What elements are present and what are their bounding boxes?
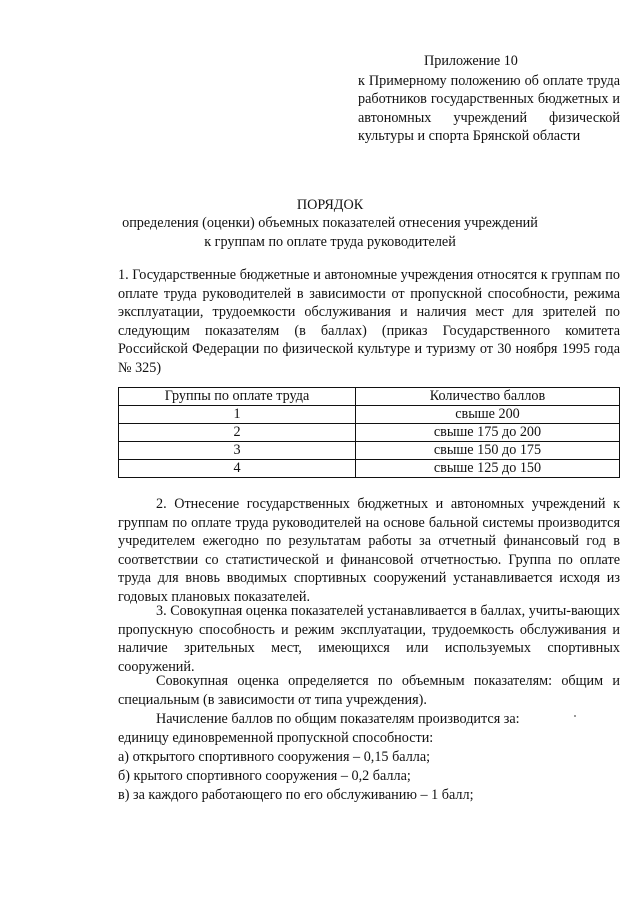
section-4-paragraph: Совокупная оценка определяется по объемным показателям: общим и специальным (в зависимости от типа учреждения).	[118, 673, 620, 708]
document-subtitle: определения (оценки) объемных показателей отнесения учреждений к группам по оплате труда руководителей	[122, 215, 538, 250]
scan-speck	[574, 715, 576, 717]
table-header-group: Группы по оплате труда	[119, 388, 356, 406]
scoring-item-c: в) за каждого работающего по его обслуживанию – 1 балл;	[118, 787, 474, 803]
table-cell-points: свыше 200	[356, 406, 620, 424]
section-1-paragraph: 1. Государственные бюджетные и автономные учреждения относятся к группам по оплате труда руководителей в зависимости от пропускной способности, режима эксплуатации, трудоемкости обслуживания и наличия мест для зрителей по следующим показателям (в баллах) (приказ Государственного комитета Российской Федерации по физической культуре и туризму от 30 ноября 1995 года № 325)	[118, 267, 620, 376]
table-cell-group: 4	[119, 460, 356, 478]
table-cell-group: 1	[119, 406, 356, 424]
table-row	[119, 460, 620, 478]
scoring-intro: Начисление баллов по общим показателям производится за:	[156, 711, 520, 727]
table-header-row	[119, 388, 620, 406]
table-cell-points: свыше 150 до 175	[356, 442, 620, 460]
scoring-item-b: б) крытого спортивного сооружения – 0,2 балла;	[118, 768, 411, 784]
scoring-item-capacity: единицу единовременной пропускной способности:	[118, 730, 434, 746]
scoring-item-a: а) открытого спортивного сооружения – 0,15 балла;	[118, 749, 431, 765]
table-cell-group: 2	[119, 424, 356, 442]
table-header-points: Количество баллов	[356, 388, 620, 406]
document-title: ПОРЯДОК	[296, 197, 364, 213]
groups-table	[118, 387, 620, 478]
annex-body: к Примерному положению об оплате труда работников государственных бюджетных и автономных учреждений физической культуры и спорта Брянской области	[358, 72, 620, 145]
table-cell-points: свыше 125 до 150	[356, 460, 620, 478]
table-row	[119, 406, 620, 424]
table-row	[119, 424, 620, 442]
section-3-paragraph: 3. Совокупная оценка показателей устанавливается в баллах, учиты-вающих пропускную способность и режим эксплуатации, трудоемкость обслуживания и наличие зрительных мест, имеющихся или используемых спортивных сооружений.	[118, 603, 620, 675]
annex-block	[358, 52, 620, 146]
table-cell-group: 3	[119, 442, 356, 460]
table-row	[119, 442, 620, 460]
annex-title: Приложение 10	[424, 53, 518, 69]
table-cell-points: свыше 175 до 200	[356, 424, 620, 442]
section-2-paragraph: 2. Отнесение государственных бюджетных и автономных учреждений к группам по оплате труда руководителей на основе бальной системы производится учредителем ежегодно по результатам работы за отчетный финансовый год в соответствии со статистической и финансовой отчетностью. Группа по оплате труда для вновь вводимых спортивных сооружений устанавливается исходя из годовых плановых показателей.	[118, 496, 620, 605]
